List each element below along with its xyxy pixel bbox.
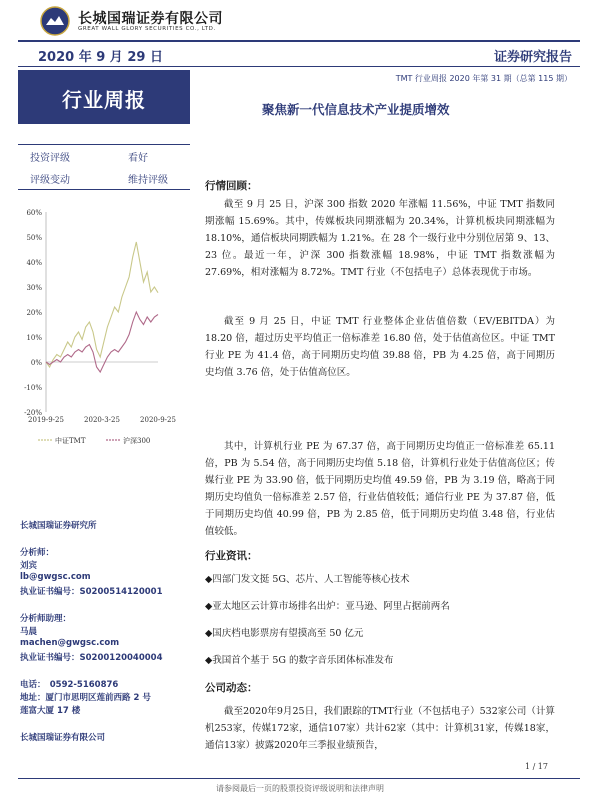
y-tick-label: 40% — [26, 259, 42, 267]
report-type: 证券研究报告 — [493, 50, 572, 65]
y-tick-label: 30% — [26, 284, 42, 292]
report-date: 2020 年 9 月 29 日 — [38, 50, 163, 65]
rating-table — [18, 144, 190, 190]
news-item[interactable]: ◆亚太地区云计算市场排名出炉：亚马逊、阿里占据前两名 — [205, 601, 450, 612]
contact-address: 地址：厦门市思明区莲前西路 2 号 — [20, 693, 151, 703]
footer-disclaimer: 请参阅最后一页的股票投资评级说明和法律声明 — [216, 784, 384, 793]
news-item[interactable]: ◆四部门发文挺 5G、芯片、人工智能等核心技术 — [205, 574, 410, 585]
y-tick-label: -20% — [24, 409, 42, 417]
report-category-title: 行业周报 — [62, 88, 146, 112]
report-headline: 聚焦新一代信息技术产业提质增效 — [262, 102, 450, 117]
header-rule — [18, 40, 580, 42]
sector-valuation-paragraph: 其中，计算机行业 PE 为 67.37 倍，高于同期历史均值正一倍标准差 65.11 倍，PB 为 5.54 倍，高于同期历史均值 5.18 倍，计算机行业处于估值高位区；传媒行业 PE 为 33.90 倍，低于同期历史均值 49.59 倍，PB 为 3.19 倍，略高于同期历史均值负一倍标准差 2.57 倍，行业估值较低；通信行业 PE 为 37.87 倍，低于同期历史均值 40.99 倍，PB 为 2.85 倍，低于同期历史均值 3.48 倍，行业估值较低。 — [205, 441, 555, 537]
news-item[interactable]: ◆国庆档电影票房有望摸高至 50 亿元 — [205, 628, 364, 639]
rating-label: 投资评级 — [30, 152, 70, 164]
company-news-title: 公司动态： — [205, 682, 258, 694]
y-tick-label: 50% — [26, 234, 42, 242]
institute-name: 长城国瑞证券研究所 — [20, 521, 97, 531]
rating-row — [18, 145, 190, 167]
assistant-name: 马晨 — [20, 627, 38, 637]
x-tick-label: 2019-9-25 — [28, 416, 64, 424]
x-tick-label: 2020-3-25 — [84, 416, 120, 424]
y-tick-label: 60% — [26, 209, 42, 217]
brand-name-cn: 长城国瑞证券有限公司 — [78, 11, 223, 27]
analyst-name: 刘宾 — [20, 561, 38, 571]
page-number: 1 / 17 — [524, 762, 548, 771]
y-tick-label: -10% — [24, 384, 42, 392]
analyst-cert: 执业证书编号：S0200514120001 — [20, 587, 163, 597]
report-category-box — [18, 70, 190, 124]
analyst-email[interactable]: lb@gwgsc.com — [20, 572, 91, 582]
rating-label: 评级变动 — [30, 174, 70, 186]
assistant-cert: 执业证书编号：S0200120040004 — [20, 653, 163, 663]
series-line — [46, 312, 158, 372]
contact-address-2: 莲富大厦 17 楼 — [20, 706, 81, 716]
rating-value: 看好 — [128, 152, 148, 164]
industry-news-title: 行业资讯： — [205, 550, 258, 562]
valuation-paragraph: 截至 9 月 25 日，中证 TMT 行业整体企业估值倍数（EV/EBITDA）为 18.20 倍，超过历史平均值正一倍标准差 16.80 倍，处于估值高位区。中证 TMT 行业 PE 为 41.4 倍，高于同期历史均值 39.88 倍，PB 为 4.25 倍，高于同期历史均值 3.76 倍，处于估值高位区。 — [205, 316, 555, 378]
company-logo-icon — [40, 6, 70, 36]
assistant-label: 分析师助理： — [20, 614, 72, 624]
assistant-email[interactable]: machen@gwgsc.com — [20, 638, 120, 648]
x-tick-label: 2020-9-25 — [140, 416, 176, 424]
company-news-paragraph: 截至2020年9月25日，我们跟踪的TMT行业（不包括电子）532家公司（计算机253家，传媒172家，通信107家）共计62家（其中：计算机31家，传媒18家，通信13家）披露2020年三季报业绩预告， — [205, 706, 555, 751]
y-tick-label: 10% — [26, 334, 42, 342]
series-line — [46, 242, 158, 367]
brand-name-en: GREAT WALL GLORY SECURITIES CO., LTD. — [78, 26, 216, 32]
legend-label: 中证TMT — [55, 437, 86, 445]
contact-phone: 电话： 0592-5160876 — [20, 680, 119, 690]
y-tick-label: 20% — [26, 309, 42, 317]
company-name: 长城国瑞证券有限公司 — [20, 733, 106, 743]
rating-value: 维持评级 — [128, 174, 168, 186]
analyst-label: 分析师： — [20, 548, 55, 558]
market-review-paragraph: 截至 9 月 25 日，沪深 300 指数 2020 年涨幅 11.56%，中证 TMT 指数同期涨幅 15.69%。其中，传媒板块同期涨幅为 20.34%，计算机板块同期涨幅为 18.10%，通信板块同期跌幅为 1.21%。在 28 个一级行业中分别位居第 9、13、23 位。最近一年，沪深 300 指数涨幅 18.98%，中证 TMT 指数涨幅为 27.69%，相对涨幅为 8.72%。TMT 行业（不包括电子）总体表现优于市场。 — [205, 199, 555, 278]
y-tick-label: 0% — [30, 359, 42, 367]
rating-row — [18, 167, 190, 189]
performance-chart — [18, 200, 190, 450]
sub-header-rule — [18, 66, 580, 67]
market-review-title: 行情回顾： — [205, 180, 258, 192]
footer-rule — [18, 778, 580, 779]
news-item[interactable]: ◆我国首个基于 5G 的数字音乐团体标准发布 — [205, 655, 394, 666]
issue-number: TMT 行业周报 2020 年第 31 期（总第 115 期） — [395, 74, 572, 83]
legend-label: 沪深300 — [123, 437, 151, 445]
